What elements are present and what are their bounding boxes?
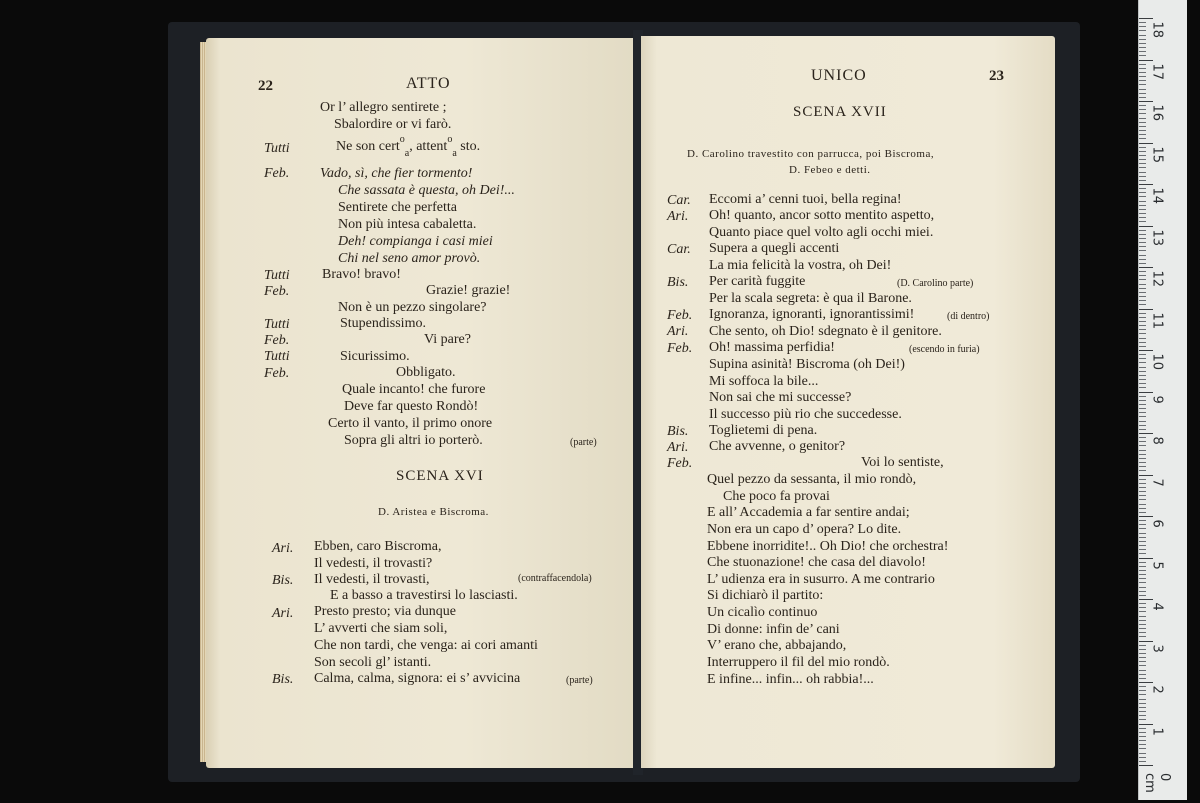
ruler-tick-minor (1139, 196, 1146, 197)
ruler-tick-minor (1139, 466, 1146, 467)
ruler-tick-minor (1139, 620, 1146, 621)
verse-line: Sicurissimo. (340, 349, 410, 364)
ruler-tick-minor (1139, 624, 1146, 625)
speaker-label: Ari. (272, 606, 294, 621)
ruler-number: 3 (1149, 644, 1165, 653)
ruler-tick-minor (1139, 628, 1146, 629)
ruler-tick-minor (1139, 213, 1146, 214)
verse-line: Calma, calma, signora: ei s’ avvicina (314, 671, 521, 686)
ruler-tick-minor (1139, 130, 1146, 131)
verse-line: Sentirete che perfetta (338, 200, 457, 215)
verse-line: Che avvenne, o genitor? (709, 439, 846, 454)
ruler-tick-minor (1139, 495, 1146, 496)
ruler-tick-minor (1139, 259, 1146, 260)
speaker-label: Feb. (264, 166, 290, 181)
ruler-tick-minor (1139, 383, 1146, 384)
ruler-tick-minor (1139, 591, 1146, 592)
ruler-tick-minor (1139, 549, 1146, 550)
ruler-tick-minor (1139, 329, 1146, 330)
ruler-tick-minor (1139, 429, 1146, 430)
ruler-tick-minor (1139, 172, 1146, 173)
ruler-tick-minor (1139, 408, 1146, 409)
ruler-tick-minor (1139, 674, 1146, 675)
ruler-tick-minor (1139, 379, 1146, 380)
speaker-label: Feb. (264, 284, 290, 299)
verse-line: L’ avverti che siam soli, (314, 621, 448, 636)
verse-line: Mi soffoca la bile... (709, 374, 819, 389)
ruler-tick-minor (1139, 358, 1146, 359)
right-page (641, 36, 1055, 768)
speaker-label: Ari. (667, 324, 689, 339)
ruler-tick-minor (1139, 607, 1146, 608)
ruler-tick-minor (1139, 566, 1146, 567)
speaker-label: Ari. (667, 440, 689, 455)
ruler-tick-minor (1139, 317, 1146, 318)
ruler-tick-minor (1139, 483, 1146, 484)
ruler-tick-major (1139, 101, 1153, 102)
ruler-tick-minor (1139, 665, 1146, 666)
ruler-tick-minor (1139, 616, 1146, 617)
ruler-tick-minor (1139, 487, 1146, 488)
ruler-tick-minor (1139, 570, 1146, 571)
verse-line: Quanto piace quel volto agli occhi miei. (709, 225, 934, 240)
ruler-tick-minor (1139, 545, 1146, 546)
verse-line: Toglietemi di pena. (709, 423, 818, 438)
ruler-tick-minor (1139, 387, 1146, 388)
ruler-number: 1 (1149, 727, 1165, 736)
ruler-number: 10 (1149, 353, 1165, 371)
ruler-tick-minor (1139, 279, 1146, 280)
verse-line: E all’ Accademia a far sentire andai; (707, 505, 910, 520)
verse-line: E a basso a travestirsi lo lasciasti. (330, 588, 518, 603)
ruler-tick-minor (1139, 22, 1146, 23)
ruler-number: 6 (1149, 519, 1165, 528)
verse-line: Supina asinità! Biscroma (oh Dei!) (709, 357, 905, 372)
ruler-tick-major (1139, 392, 1153, 393)
verse-line: Ne son cert$^o_a$, attent$^o_a$ sto. (336, 134, 481, 159)
verse-line: Certo il vanto, il primo onore (328, 416, 493, 431)
ruler-tick-minor (1139, 217, 1146, 218)
scene-title: SCENA XVII (793, 104, 887, 120)
speaker-label: Bis. (667, 424, 689, 439)
speaker-label: Feb. (264, 366, 290, 381)
verse-line: Oh! massima perfidia! (709, 340, 835, 355)
verse-line: Deve far questo Rondò! (344, 399, 479, 414)
left-running-head: ATTO (406, 75, 451, 92)
ruler-tick-minor (1139, 275, 1146, 276)
ruler-tick-minor (1139, 151, 1146, 152)
verse-line: Ebbene inorridite!.. Oh Dio! che orchestra! (707, 539, 949, 554)
ruler-tick-major (1139, 682, 1153, 683)
ruler-tick-minor (1139, 242, 1146, 243)
verse-line: Sopra gli altri io porterò. (344, 433, 483, 448)
ruler-tick-minor (1139, 678, 1146, 679)
speaker-label: Feb. (667, 456, 693, 471)
ruler-tick-major (1139, 267, 1153, 268)
verse-line: Obbligato. (396, 365, 456, 380)
verse-line: Voi lo sentiste, (861, 455, 944, 470)
stage-direction: (contraffacendola) (518, 573, 592, 584)
speaker-label: Tutti (264, 268, 290, 283)
ruler-tick-minor (1139, 55, 1146, 56)
ruler-tick-major (1139, 433, 1153, 434)
ruler-tick-major (1139, 18, 1153, 19)
ruler-tick-minor (1139, 296, 1146, 297)
scene-cast: D. Febeo e detti. (789, 164, 871, 176)
ruler-tick-minor (1139, 491, 1146, 492)
ruler-tick-minor (1139, 450, 1146, 451)
verse-line: Che stuonazione! che casa del diavolo! (707, 555, 926, 570)
ruler-tick-minor (1139, 728, 1146, 729)
ruler-number: 2 (1149, 685, 1165, 694)
ruler-tick-minor (1139, 587, 1146, 588)
stage-direction: (parte) (570, 437, 597, 448)
verse-line: Stupendissimo. (340, 316, 426, 331)
speaker-label: Feb. (667, 341, 693, 356)
right-page-number: 23 (989, 68, 1004, 84)
ruler-tick-minor (1139, 499, 1146, 500)
verse-line: Di donne: infin de’ cani (707, 622, 840, 637)
ruler-tick-minor (1139, 632, 1146, 633)
ruler-tick-minor (1139, 271, 1146, 272)
ruler-tick-minor (1139, 520, 1146, 521)
ruler-tick-minor (1139, 72, 1146, 73)
ruler-number: 4 (1149, 602, 1165, 611)
ruler-tick-minor (1139, 163, 1146, 164)
right-running-head: UNICO (811, 67, 867, 84)
ruler-tick-minor (1139, 421, 1146, 422)
ruler-tick-minor (1139, 753, 1146, 754)
verse-line: V’ erano che, abbajando, (707, 638, 847, 653)
verse-line: Non sai che mi successe? (709, 390, 852, 405)
ruler-number: 8 (1149, 436, 1165, 445)
ruler-tick-minor (1139, 595, 1146, 596)
ruler-tick-minor (1139, 748, 1146, 749)
ruler-tick-minor (1139, 445, 1146, 446)
ruler-tick-major (1139, 309, 1153, 310)
ruler-tick-minor (1139, 504, 1146, 505)
ruler-tick-minor (1139, 649, 1146, 650)
ruler-tick-minor (1139, 661, 1146, 662)
ruler-tick-minor (1139, 686, 1146, 687)
stage-direction: (di dentro) (947, 311, 990, 322)
ruler-number: 13 (1149, 229, 1165, 246)
ruler-tick-minor (1139, 26, 1146, 27)
ruler-tick-minor (1139, 462, 1146, 463)
ruler-tick-minor (1139, 64, 1146, 65)
ruler-tick-minor (1139, 732, 1146, 733)
ruler-tick-minor (1139, 396, 1146, 397)
ruler-tick-major (1139, 558, 1153, 559)
ruler-tick-minor (1139, 342, 1146, 343)
ruler-tick-minor (1139, 284, 1146, 285)
scene-cast: D. Aristea e Biscroma. (378, 506, 489, 518)
verse-line: Vado, sì, che fier tormento! (320, 166, 473, 181)
ruler-tick-minor (1139, 205, 1146, 206)
ruler-tick-minor (1139, 736, 1146, 737)
ruler-tick-minor (1139, 192, 1146, 193)
stage-direction: (D. Carolino parte) (897, 278, 974, 289)
ruler-tick-minor (1139, 263, 1146, 264)
ruler-tick-minor (1139, 574, 1146, 575)
verse-line: Non era un capo d’ opera? Lo dite. (707, 522, 902, 537)
ruler-tick-minor (1139, 321, 1146, 322)
ruler-tick-minor (1139, 441, 1146, 442)
ruler-tick-major (1139, 599, 1153, 600)
verse-line: L’ udienza era in susurro. A me contrario (707, 572, 935, 587)
verse-line: Chi nel seno amor provò. (338, 251, 481, 266)
ruler-tick-minor (1139, 234, 1146, 235)
ruler-tick-minor (1139, 761, 1146, 762)
ruler-tick-minor (1139, 458, 1146, 459)
ruler-tick-minor (1139, 138, 1146, 139)
ruler-tick-minor (1139, 744, 1146, 745)
ruler-tick-major (1139, 60, 1153, 61)
ruler-tick-minor (1139, 645, 1146, 646)
ruler-tick-minor (1139, 255, 1146, 256)
ruler-tick-minor (1139, 400, 1146, 401)
verse-line: Che sento, oh Dio! sdegnato è il genitore. (709, 324, 942, 339)
ruler-tick-minor (1139, 188, 1146, 189)
ruler-tick-minor (1139, 470, 1146, 471)
ruler-tick-minor (1139, 603, 1146, 604)
ruler-number: 16 (1149, 104, 1165, 122)
ruler-tick-minor (1139, 740, 1146, 741)
ruler-tick-minor (1139, 43, 1146, 44)
verse-line: Ignoranza, ignoranti, ignorantissimi! (709, 307, 915, 322)
verse-line: Grazie! grazie! (426, 283, 511, 298)
verse-line: Quel pezzo da sessanta, il mio rondò, (707, 472, 917, 487)
ruler-tick-minor (1139, 288, 1146, 289)
ruler-tick-minor (1139, 412, 1146, 413)
verse-line: Quale incanto! che furore (342, 382, 486, 397)
speaker-label: Feb. (264, 333, 290, 348)
verse-line: Vi pare? (424, 332, 471, 347)
ruler-tick-minor (1139, 541, 1146, 542)
speaker-label: Bis. (272, 573, 294, 588)
verse-line: Per la scala segreta: è qua il Barone. (709, 291, 912, 306)
ruler-tick-minor (1139, 719, 1146, 720)
verse-line: Che non tardi, che venga: ai cori amanti (314, 638, 538, 653)
ruler-tick-minor (1139, 325, 1146, 326)
ruler-tick-minor (1139, 553, 1146, 554)
ruler-tick-minor (1139, 533, 1146, 534)
ruler-tick-major (1139, 724, 1153, 725)
ruler-tick-minor (1139, 715, 1146, 716)
ruler-tick-minor (1139, 375, 1146, 376)
verse-line: Si dichiarò il partito: (707, 588, 824, 603)
verse-line: Eccomi a’ cenni tuoi, bella regina! (709, 192, 902, 207)
ruler-tick-minor (1139, 230, 1146, 231)
ruler-tick-minor (1139, 47, 1146, 48)
ruler-tick-minor (1139, 338, 1146, 339)
ruler-tick-minor (1139, 512, 1146, 513)
verse-line: Che poco fa provai (723, 489, 830, 504)
speaker-label: Tutti (264, 349, 290, 364)
ruler-tick-minor (1139, 51, 1146, 52)
scene-title: SCENA XVI (396, 468, 484, 484)
ruler-tick-minor (1139, 221, 1146, 222)
ruler-tick-minor (1139, 126, 1146, 127)
ruler-tick-minor (1139, 80, 1146, 81)
ruler-tick-minor (1139, 699, 1146, 700)
ruler-number: 18 (1149, 21, 1165, 39)
ruler-tick-minor (1139, 159, 1146, 160)
ruler-tick-minor (1139, 313, 1146, 314)
ruler-tick-major (1139, 765, 1153, 766)
ruler-tick-minor (1139, 707, 1146, 708)
ruler-number: 11 (1149, 312, 1165, 329)
ruler-tick-major (1139, 516, 1153, 517)
ruler-tick-minor (1139, 582, 1146, 583)
ruler-tick-major (1139, 641, 1153, 642)
ruler-number: 17 (1149, 63, 1165, 80)
ruler-tick-minor (1139, 657, 1146, 658)
ruler-tick-major (1139, 184, 1153, 185)
ruler-tick-minor (1139, 690, 1146, 691)
speaker-label: Bis. (272, 672, 294, 687)
stage-direction: (escendo in furia) (909, 344, 980, 355)
speaker-label: Tutti (264, 141, 290, 156)
ruler-tick-minor (1139, 304, 1146, 305)
scene-cast: D. Carolino travestito con parrucca, poi Biscroma, (687, 148, 935, 160)
verse-line: Non è un pezzo singolare? (338, 300, 487, 315)
ruler-tick-minor (1139, 97, 1146, 98)
verse-line: Il vedesti, il trovasti, (314, 572, 430, 587)
ruler-tick-minor (1139, 528, 1146, 529)
speaker-label: Car. (667, 242, 691, 257)
speaker-label: Ari. (667, 209, 689, 224)
verse-line: Supera a quegli accenti (709, 241, 840, 256)
ruler-tick-minor (1139, 105, 1146, 106)
ruler-tick-minor (1139, 425, 1146, 426)
speaker-label: Car. (667, 193, 691, 208)
verse-line: Che sassata è questa, oh Dei!... (338, 183, 515, 198)
ruler-tick-minor (1139, 333, 1146, 334)
ruler-tick-minor (1139, 537, 1146, 538)
speaker-label: Tutti (264, 317, 290, 332)
ruler-tick-minor (1139, 562, 1146, 563)
ruler-tick-major (1139, 143, 1153, 144)
speaker-label: Feb. (667, 308, 693, 323)
ruler-tick-minor (1139, 479, 1146, 480)
ruler-tick-minor (1139, 147, 1146, 148)
ruler-tick-minor (1139, 354, 1146, 355)
ruler-tick-minor (1139, 653, 1146, 654)
ruler-number: 15 (1149, 146, 1165, 163)
ruler-tick-minor (1139, 371, 1146, 372)
verse-line: Non più intesa cabaletta. (338, 217, 477, 232)
verse-line: Oh! quanto, ancor sotto mentito aspetto, (709, 208, 935, 223)
ruler-tick-minor (1139, 454, 1146, 455)
ruler-tick-minor (1139, 76, 1146, 77)
ruler-tick-major (1139, 226, 1153, 227)
ruler-tick-minor (1139, 694, 1146, 695)
verse-line: E infine... infin... oh rabbia!... (707, 672, 874, 687)
ruler-tick-minor (1139, 68, 1146, 69)
ruler-tick-minor (1139, 134, 1146, 135)
ruler-tick-minor (1139, 93, 1146, 94)
ruler-tick-minor (1139, 176, 1146, 177)
ruler-tick-major (1139, 350, 1153, 351)
stage-direction: (parte) (566, 675, 593, 686)
verse-line: Bravo! bravo! (322, 267, 401, 282)
ruler-tick-minor (1139, 437, 1146, 438)
ruler-tick-minor (1139, 367, 1146, 368)
ruler-tick-minor (1139, 89, 1146, 90)
ruler-tick-minor (1139, 201, 1146, 202)
ruler-tick-minor (1139, 155, 1146, 156)
ruler-number: 7 (1149, 478, 1165, 487)
ruler-tick-minor (1139, 578, 1146, 579)
verse-line: Deh! compianga i casi miei (338, 234, 493, 249)
ruler-tick-minor (1139, 362, 1146, 363)
ruler-number: 5 (1149, 561, 1165, 570)
verse-line: Il successo più rio che succedesse. (709, 407, 902, 422)
measuring-ruler (1138, 0, 1187, 800)
ruler-number: 12 (1149, 270, 1165, 288)
ruler-tick-minor (1139, 209, 1146, 210)
ruler-number: 14 (1149, 187, 1165, 205)
verse-line: Ebben, caro Biscroma, (314, 539, 442, 554)
verse-line: Presto presto; via dunque (314, 604, 456, 619)
ruler-tick-minor (1139, 109, 1146, 110)
ruler-tick-minor (1139, 118, 1146, 119)
ruler-tick-minor (1139, 711, 1146, 712)
left-page-number: 22 (258, 78, 273, 94)
ruler-tick-minor (1139, 636, 1146, 637)
ruler-number: 9 (1149, 395, 1165, 404)
verse-line: Son secoli gl’ istanti. (314, 655, 432, 670)
ruler-tick-minor (1139, 346, 1146, 347)
ruler-tick-minor (1139, 670, 1146, 671)
ruler-tick-minor (1139, 39, 1146, 40)
ruler-tick-minor (1139, 84, 1146, 85)
verse-line: Or l’ allegro sentirete ; (320, 100, 447, 115)
ruler-tick-minor (1139, 238, 1146, 239)
ruler-unit-label: 0 cm (1142, 773, 1172, 793)
ruler-tick-major (1139, 475, 1153, 476)
speaker-label: Ari. (272, 541, 294, 556)
ruler-tick-minor (1139, 250, 1146, 251)
ruler-tick-minor (1139, 167, 1146, 168)
ruler-tick-minor (1139, 757, 1146, 758)
verse-line: Sbalordire or vi farò. (334, 117, 452, 132)
ruler-tick-minor (1139, 416, 1146, 417)
ruler-tick-minor (1139, 180, 1146, 181)
ruler-tick-minor (1139, 35, 1146, 36)
ruler-tick-minor (1139, 404, 1146, 405)
ruler-tick-minor (1139, 703, 1146, 704)
ruler-tick-minor (1139, 292, 1146, 293)
ruler-tick-minor (1139, 113, 1146, 114)
ruler-tick-minor (1139, 524, 1146, 525)
ruler-tick-minor (1139, 300, 1146, 301)
ruler-tick-minor (1139, 30, 1146, 31)
speaker-label: Bis. (667, 275, 689, 290)
ruler-tick-minor (1139, 611, 1146, 612)
ruler-tick-minor (1139, 122, 1146, 123)
left-page (206, 38, 636, 768)
verse-line: Il vedesti, il trovasti? (314, 556, 433, 571)
verse-line: La mia felicità la vostra, oh Dei! (709, 258, 892, 273)
verse-line: Interruppero il fil del mio rondò. (707, 655, 890, 670)
verse-line: Un cicalìo continuo (707, 605, 818, 620)
ruler-tick-minor (1139, 508, 1146, 509)
verse-line: Per carità fuggite (709, 274, 806, 289)
ruler-tick-minor (1139, 246, 1146, 247)
